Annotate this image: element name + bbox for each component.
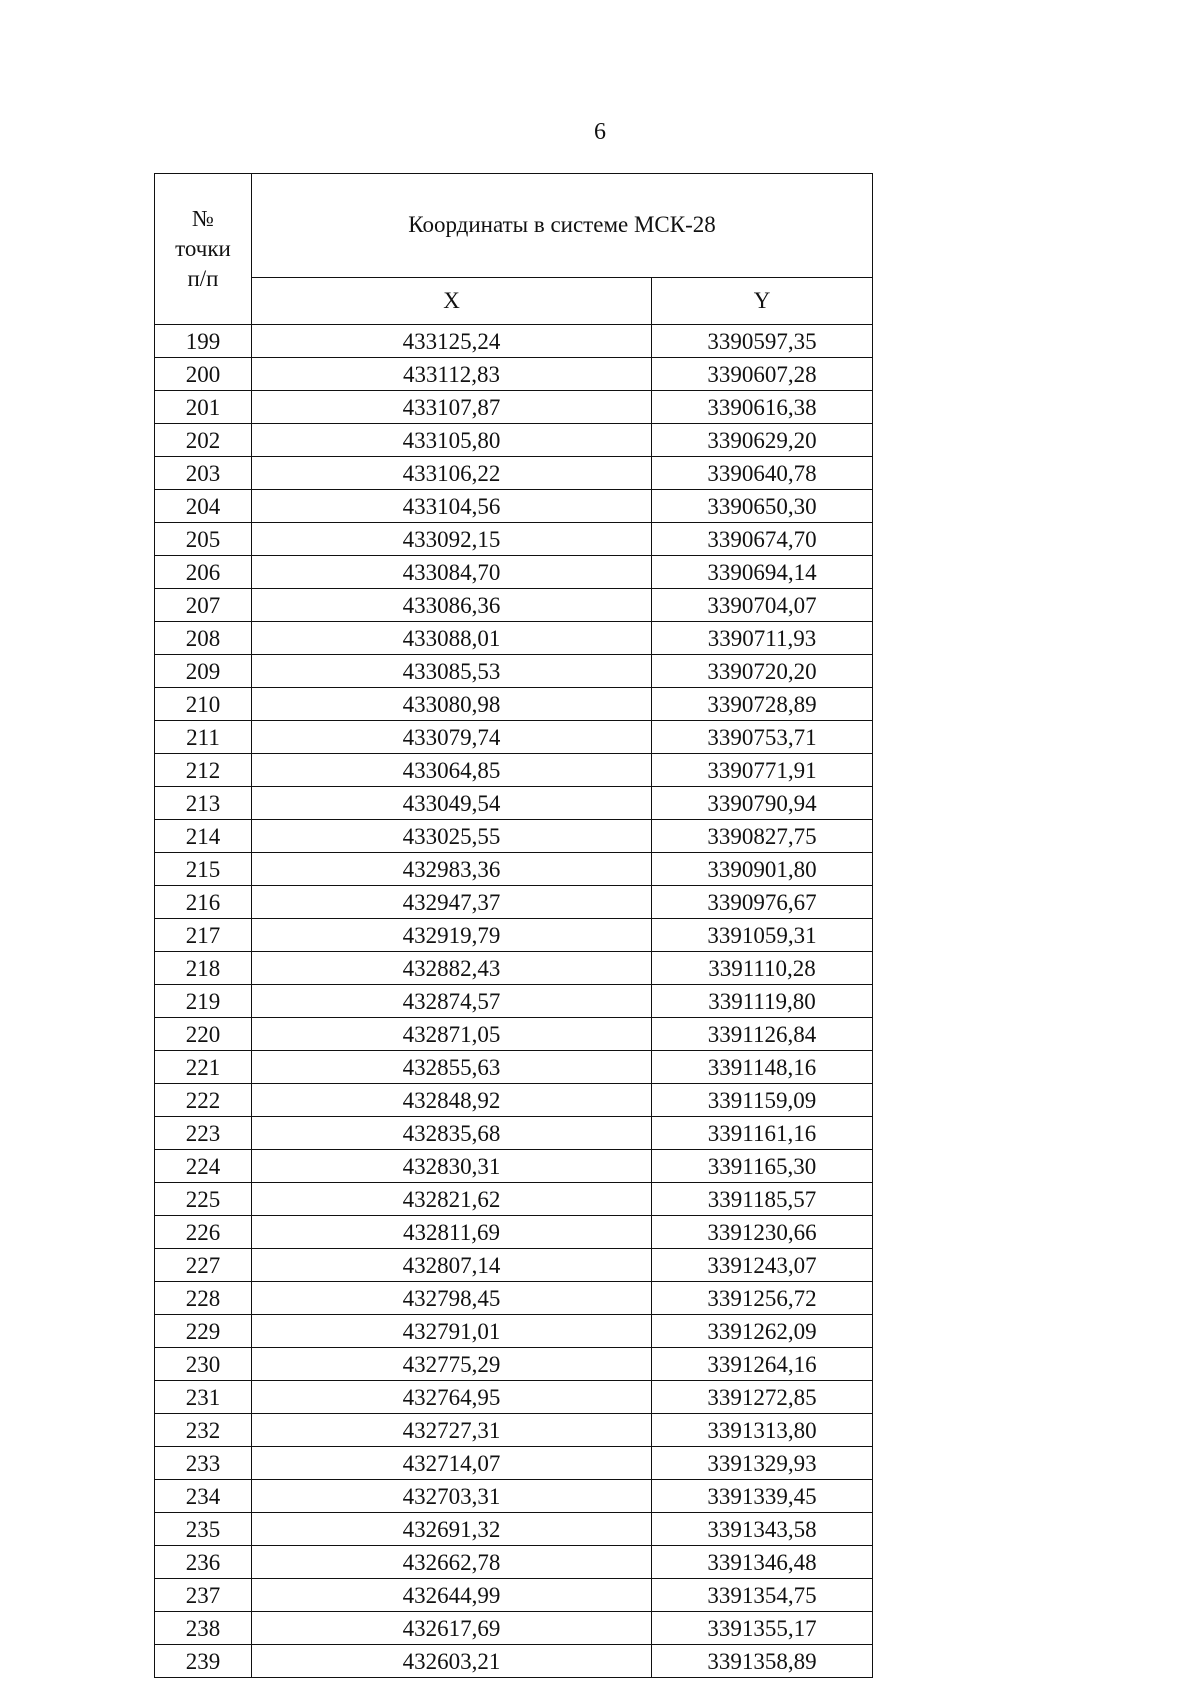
- point-number-cell: 225: [155, 1183, 252, 1216]
- point-number-cell: 230: [155, 1348, 252, 1381]
- point-number-cell: 214: [155, 820, 252, 853]
- y-coordinate-cell: 3391119,80: [652, 985, 873, 1018]
- x-coordinate-cell: 433088,01: [252, 622, 652, 655]
- y-coordinate-cell: 3391354,75: [652, 1579, 873, 1612]
- table-row: [155, 1183, 873, 1216]
- y-coordinate-cell: 3390616,38: [652, 391, 873, 424]
- point-number-cell: 222: [155, 1084, 252, 1117]
- table-row: [155, 655, 873, 688]
- table-row: [155, 1414, 873, 1447]
- y-coordinate-cell: 3391126,84: [652, 1018, 873, 1051]
- point-number-cell: 238: [155, 1612, 252, 1645]
- y-coordinate-cell: 3390771,91: [652, 754, 873, 787]
- point-number-cell: 206: [155, 556, 252, 589]
- point-number-cell: 213: [155, 787, 252, 820]
- point-number-cell: 235: [155, 1513, 252, 1546]
- y-coordinate-cell: 3391272,85: [652, 1381, 873, 1414]
- x-coordinate-cell: 432798,45: [252, 1282, 652, 1315]
- y-coordinate-cell: 3391262,09: [652, 1315, 873, 1348]
- table-row: [155, 1546, 873, 1579]
- y-coordinate-cell: 3390901,80: [652, 853, 873, 886]
- table-row: [155, 1282, 873, 1315]
- x-coordinate-cell: 433064,85: [252, 754, 652, 787]
- point-number-cell: 224: [155, 1150, 252, 1183]
- y-coordinate-cell: 3391159,09: [652, 1084, 873, 1117]
- table-row: [155, 952, 873, 985]
- y-coordinate-cell: 3391165,30: [652, 1150, 873, 1183]
- x-coordinate-cell: 433049,54: [252, 787, 652, 820]
- y-coordinate-cell: 3390674,70: [652, 523, 873, 556]
- y-coordinate-cell: 3391161,16: [652, 1117, 873, 1150]
- x-coordinate-cell: 433112,83: [252, 358, 652, 391]
- point-number-cell: 223: [155, 1117, 252, 1150]
- y-coordinate-cell: 3390976,67: [652, 886, 873, 919]
- y-coordinate-cell: 3390640,78: [652, 457, 873, 490]
- x-coordinate-cell: 432714,07: [252, 1447, 652, 1480]
- point-number-cell: 232: [155, 1414, 252, 1447]
- x-coordinate-cell: 432791,01: [252, 1315, 652, 1348]
- table-row: [155, 985, 873, 1018]
- y-coordinate-cell: 3391343,58: [652, 1513, 873, 1546]
- x-coordinate-cell: 432947,37: [252, 886, 652, 919]
- table-row: [155, 1579, 873, 1612]
- table-row: [155, 721, 873, 754]
- y-coordinate-cell: 3390650,30: [652, 490, 873, 523]
- point-number-cell: 236: [155, 1546, 252, 1579]
- x-coordinate-cell: 433107,87: [252, 391, 652, 424]
- x-coordinate-cell: 432617,69: [252, 1612, 652, 1645]
- y-coordinate-cell: 3391264,16: [652, 1348, 873, 1381]
- y-coordinate-cell: 3391185,57: [652, 1183, 873, 1216]
- point-number-cell: 233: [155, 1447, 252, 1480]
- x-coordinate-cell: 432811,69: [252, 1216, 652, 1249]
- point-number-cell: 217: [155, 919, 252, 952]
- y-coordinate-cell: 3391243,07: [652, 1249, 873, 1282]
- point-number-cell: 203: [155, 457, 252, 490]
- x-coordinate-cell: 432882,43: [252, 952, 652, 985]
- point-number-header: [155, 174, 252, 325]
- y-coordinate-cell: 3390607,28: [652, 358, 873, 391]
- x-coordinate-cell: 433085,53: [252, 655, 652, 688]
- y-coordinate-cell: 3391148,16: [652, 1051, 873, 1084]
- page-number: 6: [594, 119, 606, 145]
- y-coordinate-cell: 3391059,31: [652, 919, 873, 952]
- x-coordinate-cell: 432983,36: [252, 853, 652, 886]
- x-coordinate-cell: 433125,24: [252, 325, 652, 358]
- point-number-cell: 227: [155, 1249, 252, 1282]
- x-coordinate-cell: 433106,22: [252, 457, 652, 490]
- point-number-cell: 226: [155, 1216, 252, 1249]
- x-coordinate-cell: 432835,68: [252, 1117, 652, 1150]
- point-number-cell: 202: [155, 424, 252, 457]
- x-coordinate-cell: 432874,57: [252, 985, 652, 1018]
- point-number-cell: 234: [155, 1480, 252, 1513]
- table-row: [155, 490, 873, 523]
- table-row: [155, 1018, 873, 1051]
- table-row: [155, 688, 873, 721]
- x-coordinate-cell: 433092,15: [252, 523, 652, 556]
- x-coordinate-cell: 432807,14: [252, 1249, 652, 1282]
- y-coordinate-cell: 3390597,35: [652, 325, 873, 358]
- x-coordinate-cell: 433104,56: [252, 490, 652, 523]
- x-coordinate-cell: 432871,05: [252, 1018, 652, 1051]
- point-number-cell: 229: [155, 1315, 252, 1348]
- table-row: [155, 1051, 873, 1084]
- y-coordinate-cell: 3391329,93: [652, 1447, 873, 1480]
- table-row: [155, 556, 873, 589]
- point-number-cell: 199: [155, 325, 252, 358]
- point-number-cell: 228: [155, 1282, 252, 1315]
- table-row: [155, 391, 873, 424]
- table-row: [155, 1645, 873, 1678]
- y-coordinate-cell: 3391358,89: [652, 1645, 873, 1678]
- x-coordinate-cell: 432919,79: [252, 919, 652, 952]
- x-column-header: X: [252, 277, 652, 324]
- point-number-cell: 237: [155, 1579, 252, 1612]
- x-coordinate-cell: 432727,31: [252, 1414, 652, 1447]
- y-coordinate-cell: 3390790,94: [652, 787, 873, 820]
- table-row: [155, 1612, 873, 1645]
- y-coordinate-cell: 3391256,72: [652, 1282, 873, 1315]
- x-coordinate-cell: 432703,31: [252, 1480, 652, 1513]
- x-coordinate-cell: 432603,21: [252, 1645, 652, 1678]
- point-number-cell: 211: [155, 721, 252, 754]
- x-coordinate-cell: 432848,92: [252, 1084, 652, 1117]
- y-coordinate-cell: 3391355,17: [652, 1612, 873, 1645]
- point-number-cell: 208: [155, 622, 252, 655]
- x-coordinate-cell: 432830,31: [252, 1150, 652, 1183]
- table-body: [155, 325, 873, 1678]
- y-coordinate-cell: 3391230,66: [652, 1216, 873, 1249]
- y-column-header: Y: [652, 277, 873, 324]
- y-coordinate-cell: 3390704,07: [652, 589, 873, 622]
- x-coordinate-cell: 433105,80: [252, 424, 652, 457]
- point-number-cell: 239: [155, 1645, 252, 1678]
- point-number-cell: 200: [155, 358, 252, 391]
- y-coordinate-cell: 3391346,48: [652, 1546, 873, 1579]
- table-row: [155, 1381, 873, 1414]
- y-coordinate-cell: 3391339,45: [652, 1480, 873, 1513]
- table-row: [155, 457, 873, 490]
- y-coordinate-cell: 3390728,89: [652, 688, 873, 721]
- point-number-cell: 231: [155, 1381, 252, 1414]
- table-row: [155, 1315, 873, 1348]
- table-row: [155, 1150, 873, 1183]
- y-coordinate-cell: 3391313,80: [652, 1414, 873, 1447]
- point-number-header-text: № точки п/п: [175, 206, 231, 291]
- x-coordinate-cell: 433080,98: [252, 688, 652, 721]
- x-coordinate-cell: 433084,70: [252, 556, 652, 589]
- coordinates-table: [154, 173, 873, 1678]
- table-row: [155, 1480, 873, 1513]
- table-row: [155, 1117, 873, 1150]
- table-row: [155, 1084, 873, 1117]
- table-row: [155, 622, 873, 655]
- table-row: [155, 358, 873, 391]
- table-row: [155, 754, 873, 787]
- y-coordinate-cell: 3390753,71: [652, 721, 873, 754]
- x-coordinate-cell: 433086,36: [252, 589, 652, 622]
- x-coordinate-cell: 432775,29: [252, 1348, 652, 1381]
- table-row: [155, 787, 873, 820]
- point-number-cell: 221: [155, 1051, 252, 1084]
- x-coordinate-cell: 433025,55: [252, 820, 652, 853]
- table-row: [155, 325, 873, 358]
- coordinates-header: Координаты в системе МСК-28: [252, 174, 873, 278]
- table-row: [155, 523, 873, 556]
- point-number-cell: 219: [155, 985, 252, 1018]
- y-coordinate-cell: 3390827,75: [652, 820, 873, 853]
- point-number-cell: 204: [155, 490, 252, 523]
- x-coordinate-cell: 432691,32: [252, 1513, 652, 1546]
- table-row: [155, 820, 873, 853]
- point-number-cell: 212: [155, 754, 252, 787]
- point-number-cell: 215: [155, 853, 252, 886]
- table-row: [155, 919, 873, 952]
- table-row: [155, 1216, 873, 1249]
- x-coordinate-cell: 432821,62: [252, 1183, 652, 1216]
- point-number-cell: 218: [155, 952, 252, 985]
- point-number-cell: 220: [155, 1018, 252, 1051]
- x-coordinate-cell: 432662,78: [252, 1546, 652, 1579]
- table-header: [155, 174, 873, 325]
- x-coordinate-cell: 432855,63: [252, 1051, 652, 1084]
- table-row: [155, 1249, 873, 1282]
- point-number-cell: 205: [155, 523, 252, 556]
- point-number-cell: 216: [155, 886, 252, 919]
- y-coordinate-cell: 3390629,20: [652, 424, 873, 457]
- x-coordinate-cell: 432764,95: [252, 1381, 652, 1414]
- table-row: [155, 1348, 873, 1381]
- point-number-cell: 210: [155, 688, 252, 721]
- table-row: [155, 853, 873, 886]
- y-coordinate-cell: 3390720,20: [652, 655, 873, 688]
- y-coordinate-cell: 3390711,93: [652, 622, 873, 655]
- y-coordinate-cell: 3390694,14: [652, 556, 873, 589]
- x-coordinate-cell: 432644,99: [252, 1579, 652, 1612]
- table-row: [155, 1513, 873, 1546]
- x-coordinate-cell: 433079,74: [252, 721, 652, 754]
- y-coordinate-cell: 3391110,28: [652, 952, 873, 985]
- table-row: [155, 886, 873, 919]
- table-row: [155, 424, 873, 457]
- table-row: [155, 1447, 873, 1480]
- table-row: [155, 589, 873, 622]
- point-number-cell: 201: [155, 391, 252, 424]
- point-number-cell: 207: [155, 589, 252, 622]
- point-number-cell: 209: [155, 655, 252, 688]
